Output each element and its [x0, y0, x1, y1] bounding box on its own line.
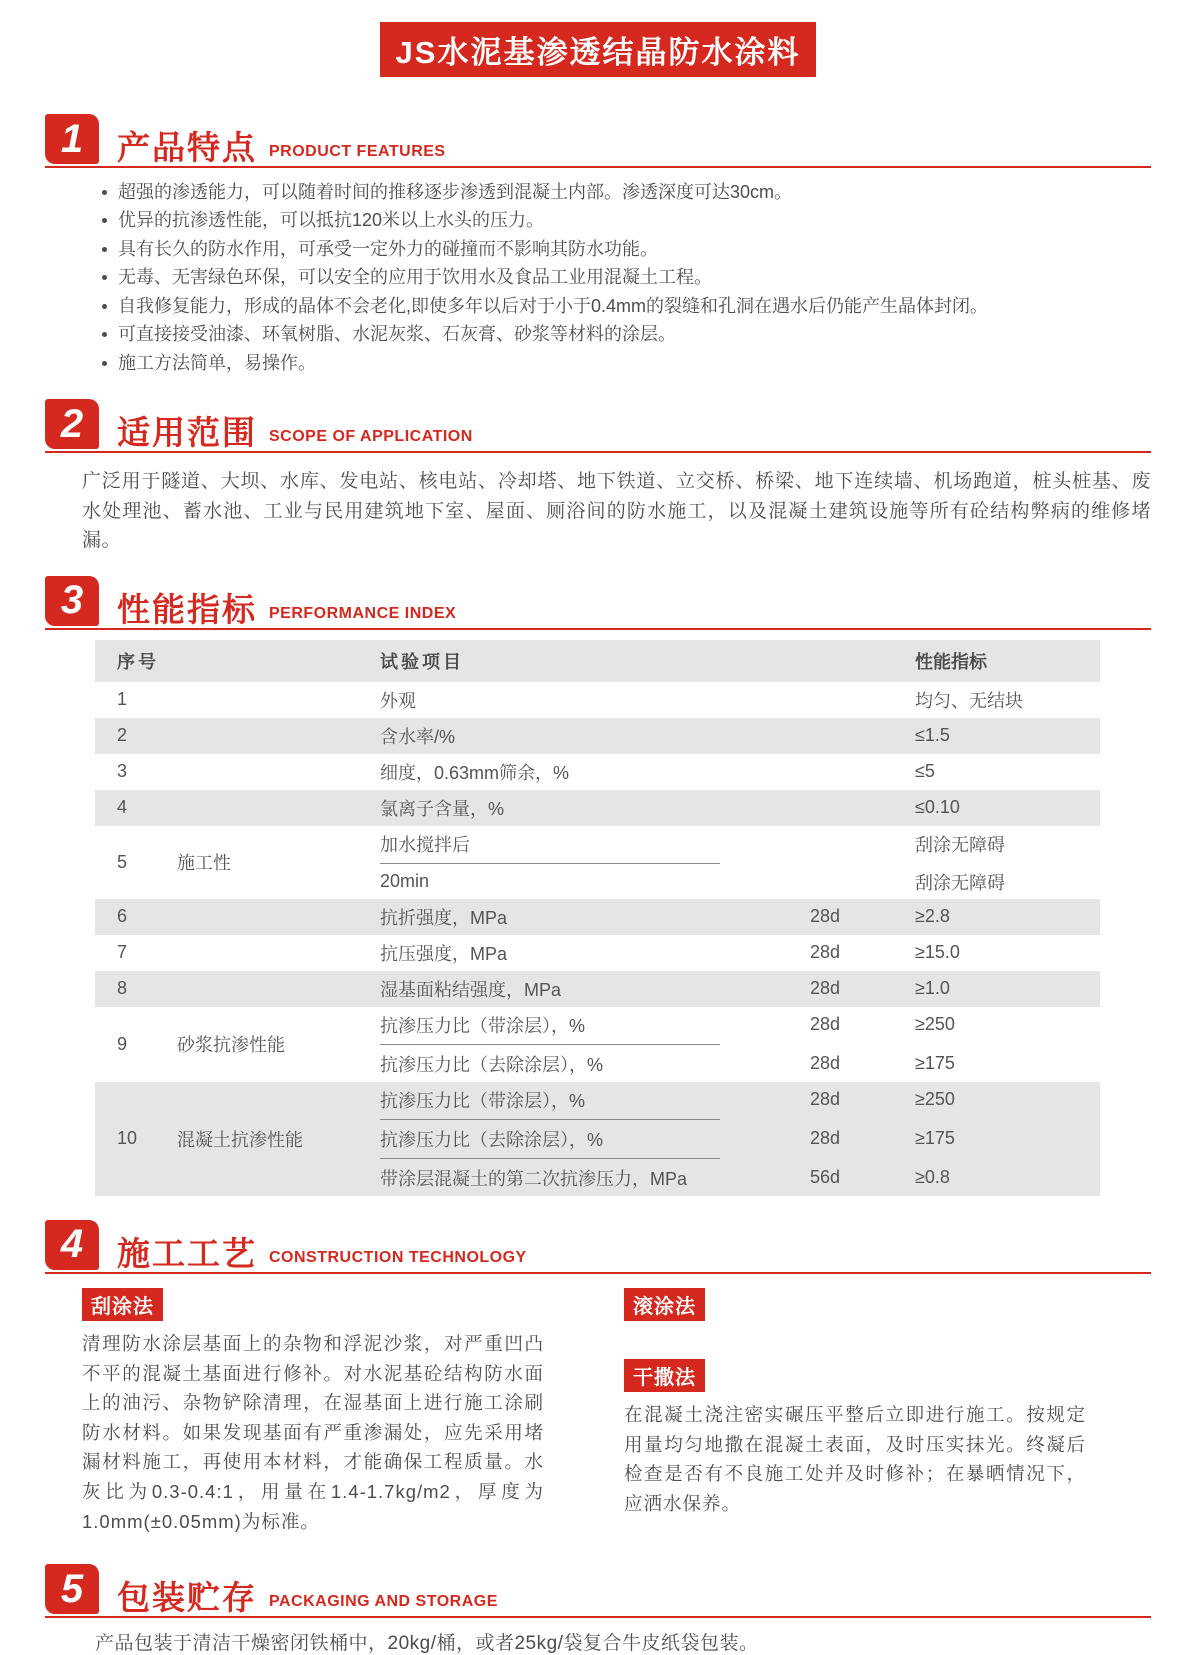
table-row-9 [95, 1007, 1100, 1082]
scrape-method-badge: 刮涂法 [82, 1288, 163, 1321]
row-category: 砂浆抗渗性能 [177, 1035, 285, 1056]
index-value: ≤0.10 [915, 797, 960, 818]
row-number: 2 [117, 725, 128, 746]
subrow-divider [380, 1119, 720, 1120]
test-age: 28d [810, 1089, 841, 1110]
row-sublines [380, 935, 1100, 971]
test-age: 28d [810, 942, 841, 963]
table-header-row [95, 640, 1100, 682]
test-item: 氯离子含量，% [380, 798, 505, 819]
test-age: 28d [810, 906, 841, 927]
table-row-7 [95, 935, 1100, 971]
section-title: 产品特点 [117, 129, 257, 166]
row-number: 7 [117, 942, 128, 963]
construction-columns [82, 1288, 1151, 1536]
test-item: 抗压强度，MPa [380, 943, 508, 964]
test-item: 抗渗压力比（带涂层），% [380, 1015, 586, 1036]
section-subtitle: PERFORMANCE INDEX [269, 604, 457, 622]
row-category: 施工性 [177, 853, 231, 874]
section-number: 5 [45, 1564, 99, 1614]
row-sublines [380, 1082, 1100, 1196]
section-subtitle: PRODUCT FEATURES [269, 143, 446, 160]
feature-bullet: 超强的渗透能力，可以随着时间的推移逐步渗透到混凝土内部。渗透深度可达30cm。 [100, 178, 1151, 206]
table-row-5 [95, 826, 1100, 899]
subrow-divider [380, 1044, 720, 1045]
table-subrow [380, 754, 1100, 790]
row-sublines [380, 682, 1100, 718]
feature-bullet: 自我修复能力，形成的晶体不会老化,即使多年以后对于小于0.4mm的裂缝和孔洞在遇水后仍能产生晶体封闭。 [100, 292, 1151, 320]
roll-method-badge: 滚涂法 [624, 1288, 705, 1321]
table-subrow [380, 935, 1100, 971]
table-subrow [380, 899, 1100, 935]
packaging-text: 产品包装于清洁干燥密闭铁桶中，20kg/桶，或者25kg/袋复合牛皮纸袋包装。 [95, 1633, 759, 1655]
scope-text: 广泛用于隧道、大坝、水库、发电站、核电站、冷却塔、地下铁道、立交桥、桥梁、地下连续墙、机场跑道，桩头桩基、废水处理池、蓄水池、工业与民用建筑地下室、屋面、厕浴间的防水施工，以及混凝土建筑设施等所有砼结构弊病的维修堵漏。 [82, 471, 1151, 552]
table-subrow [380, 826, 1100, 862]
roll-dry-methods [624, 1288, 1086, 1536]
subrow-divider [380, 863, 720, 864]
row-sublines [380, 718, 1100, 754]
feature-list [100, 178, 1151, 377]
product-datasheet [0, 22, 1189, 1655]
test-item: 抗渗压力比（去除涂层），% [380, 1129, 604, 1150]
test-item: 含水率/% [380, 726, 456, 747]
table-row-8 [95, 971, 1100, 1007]
index-value: ≥175 [915, 1053, 955, 1074]
table-subrow [380, 1046, 1100, 1082]
index-value: ≥2.8 [915, 906, 950, 927]
row-category: 混凝土抗渗性能 [177, 1129, 303, 1150]
header-test-item: 试验项目 [380, 651, 464, 672]
table-subrow [380, 1082, 1100, 1118]
table-subrow [380, 865, 1100, 899]
section-number: 2 [45, 399, 99, 449]
section-subtitle: SCOPE OF APPLICATION [269, 428, 473, 446]
test-item: 外观 [380, 690, 416, 711]
section-header-performance [45, 576, 1151, 630]
table-subrow [380, 682, 1100, 718]
row-sublines [380, 826, 1100, 899]
test-item: 抗渗压力比（带涂层），% [380, 1090, 586, 1111]
section-header-scope [45, 399, 1151, 453]
table-subrow [380, 718, 1100, 754]
section-number: 3 [45, 576, 99, 626]
table-row-3 [95, 754, 1100, 790]
index-value: 均匀、无结块 [915, 690, 1023, 711]
row-number: 4 [117, 797, 128, 818]
feature-bullet: 施工方法简单，易操作。 [100, 349, 1151, 377]
index-value: ≤5 [915, 761, 935, 782]
row-sublines [380, 790, 1100, 826]
index-value: ≥250 [915, 1089, 955, 1110]
index-value: ≥1.0 [915, 978, 950, 999]
dry-method-text: 在混凝土浇注密实碾压平整后立即进行施工。按规定用量均匀地撒在混凝土表面，及时压实抹光。终凝后检查是否有不良施工处并及时修补；在暴晒情况下，应洒水保养。 [624, 1403, 1086, 1514]
row-number: 5 [117, 851, 128, 872]
row-number: 8 [117, 978, 128, 999]
index-value: ≥175 [915, 1128, 955, 1149]
table-row-4 [95, 790, 1100, 826]
page-title: JS水泥基渗透结晶防水涂料 [380, 22, 817, 77]
feature-bullet: 优异的抗渗透性能，可以抵抗120米以上水头的压力。 [100, 206, 1151, 234]
header-index: 性能指标 [915, 651, 987, 672]
dry-method-badge: 干撒法 [624, 1359, 705, 1392]
scrape-method [82, 1288, 544, 1536]
table-subrow [380, 1160, 1100, 1196]
header-no: 序号 [117, 651, 159, 672]
index-value: 刮涂无障碍 [915, 834, 1005, 855]
test-item: 20min [380, 871, 430, 892]
section-subtitle: PACKAGING AND STORAGE [269, 1593, 498, 1611]
test-age: 28d [810, 978, 841, 999]
section-number: 1 [45, 114, 99, 164]
feature-bullet: 可直接接受油漆、环氧树脂、水泥灰浆、石灰膏、砂浆等材料的涂层。 [100, 320, 1151, 348]
test-age: 28d [810, 1053, 841, 1074]
section-title: 适用范围 [117, 414, 257, 452]
section-title: 包装贮存 [117, 1579, 257, 1617]
subrow-divider [380, 1158, 720, 1159]
test-age: 56d [810, 1167, 841, 1188]
row-number: 6 [117, 906, 128, 927]
test-age: 28d [810, 1014, 841, 1035]
feature-bullet: 具有长久的防水作用，可承受一定外力的碰撞而不影响其防水功能。 [100, 235, 1151, 263]
test-item: 加水搅拌后 [380, 834, 470, 855]
spacer [624, 1321, 1086, 1359]
section-number: 4 [45, 1220, 99, 1270]
index-value: ≥15.0 [915, 942, 960, 963]
section-header-packaging [45, 1564, 1151, 1618]
index-value: ≤1.5 [915, 725, 950, 746]
section-title: 性能指标 [117, 590, 257, 628]
test-item: 湿基面粘结强度，MPa [380, 979, 562, 1000]
table-subrow [380, 1007, 1100, 1043]
row-sublines [380, 899, 1100, 935]
row-number: 10 [117, 1128, 138, 1149]
index-value: ≥0.8 [915, 1167, 950, 1188]
row-number: 9 [117, 1033, 128, 1054]
test-age: 28d [810, 1128, 841, 1149]
test-item: 细度，0.63mm筛余，% [380, 762, 570, 783]
feature-bullet: 无毒、无害绿色环保，可以安全的应用于饮用水及食品工业用混凝土工程。 [100, 263, 1151, 291]
table-row-2 [95, 718, 1100, 754]
section-subtitle: CONSTRUCTION TECHNOLOGY [269, 1248, 527, 1266]
test-item: 抗渗压力比（去除涂层），% [380, 1054, 604, 1075]
row-sublines [380, 754, 1100, 790]
section-title: 施工工艺 [117, 1234, 257, 1272]
index-value: 刮涂无障碍 [915, 872, 1005, 893]
performance-table [95, 640, 1100, 1196]
table-row-6 [95, 899, 1100, 935]
section-header-construction [45, 1220, 1151, 1274]
section-header-features [45, 114, 1151, 168]
table-row-10 [95, 1082, 1100, 1196]
scrape-method-text: 清理防水涂层基面上的杂物和浮泥沙浆，对严重凹凸不平的混凝土基面进行修补。对水泥基砼结构防水面上的油污、杂物铲除清理，在湿基面上进行施工涂刷防水材料。如果发现基面有严重渗漏处，应先采用堵漏材料施工，再使用本材料，才能确保工程质量。水灰比为0.3-0.4:1，用量在1.4-1.7kg/m2，厚度为1.0mm(±0.05mm)为标准。 [82, 1332, 544, 1532]
test-item: 抗折强度，MPa [380, 907, 508, 928]
table-subrow [380, 790, 1100, 826]
row-sublines [380, 971, 1100, 1007]
test-item: 带涂层混凝土的第二次抗渗压力，MPa [380, 1168, 688, 1189]
row-number: 1 [117, 689, 128, 710]
table-subrow [380, 971, 1100, 1007]
row-sublines [380, 1007, 1100, 1082]
table-row-1 [95, 682, 1100, 718]
index-value: ≥250 [915, 1014, 955, 1035]
row-number: 3 [117, 761, 128, 782]
table-subrow [380, 1121, 1100, 1157]
